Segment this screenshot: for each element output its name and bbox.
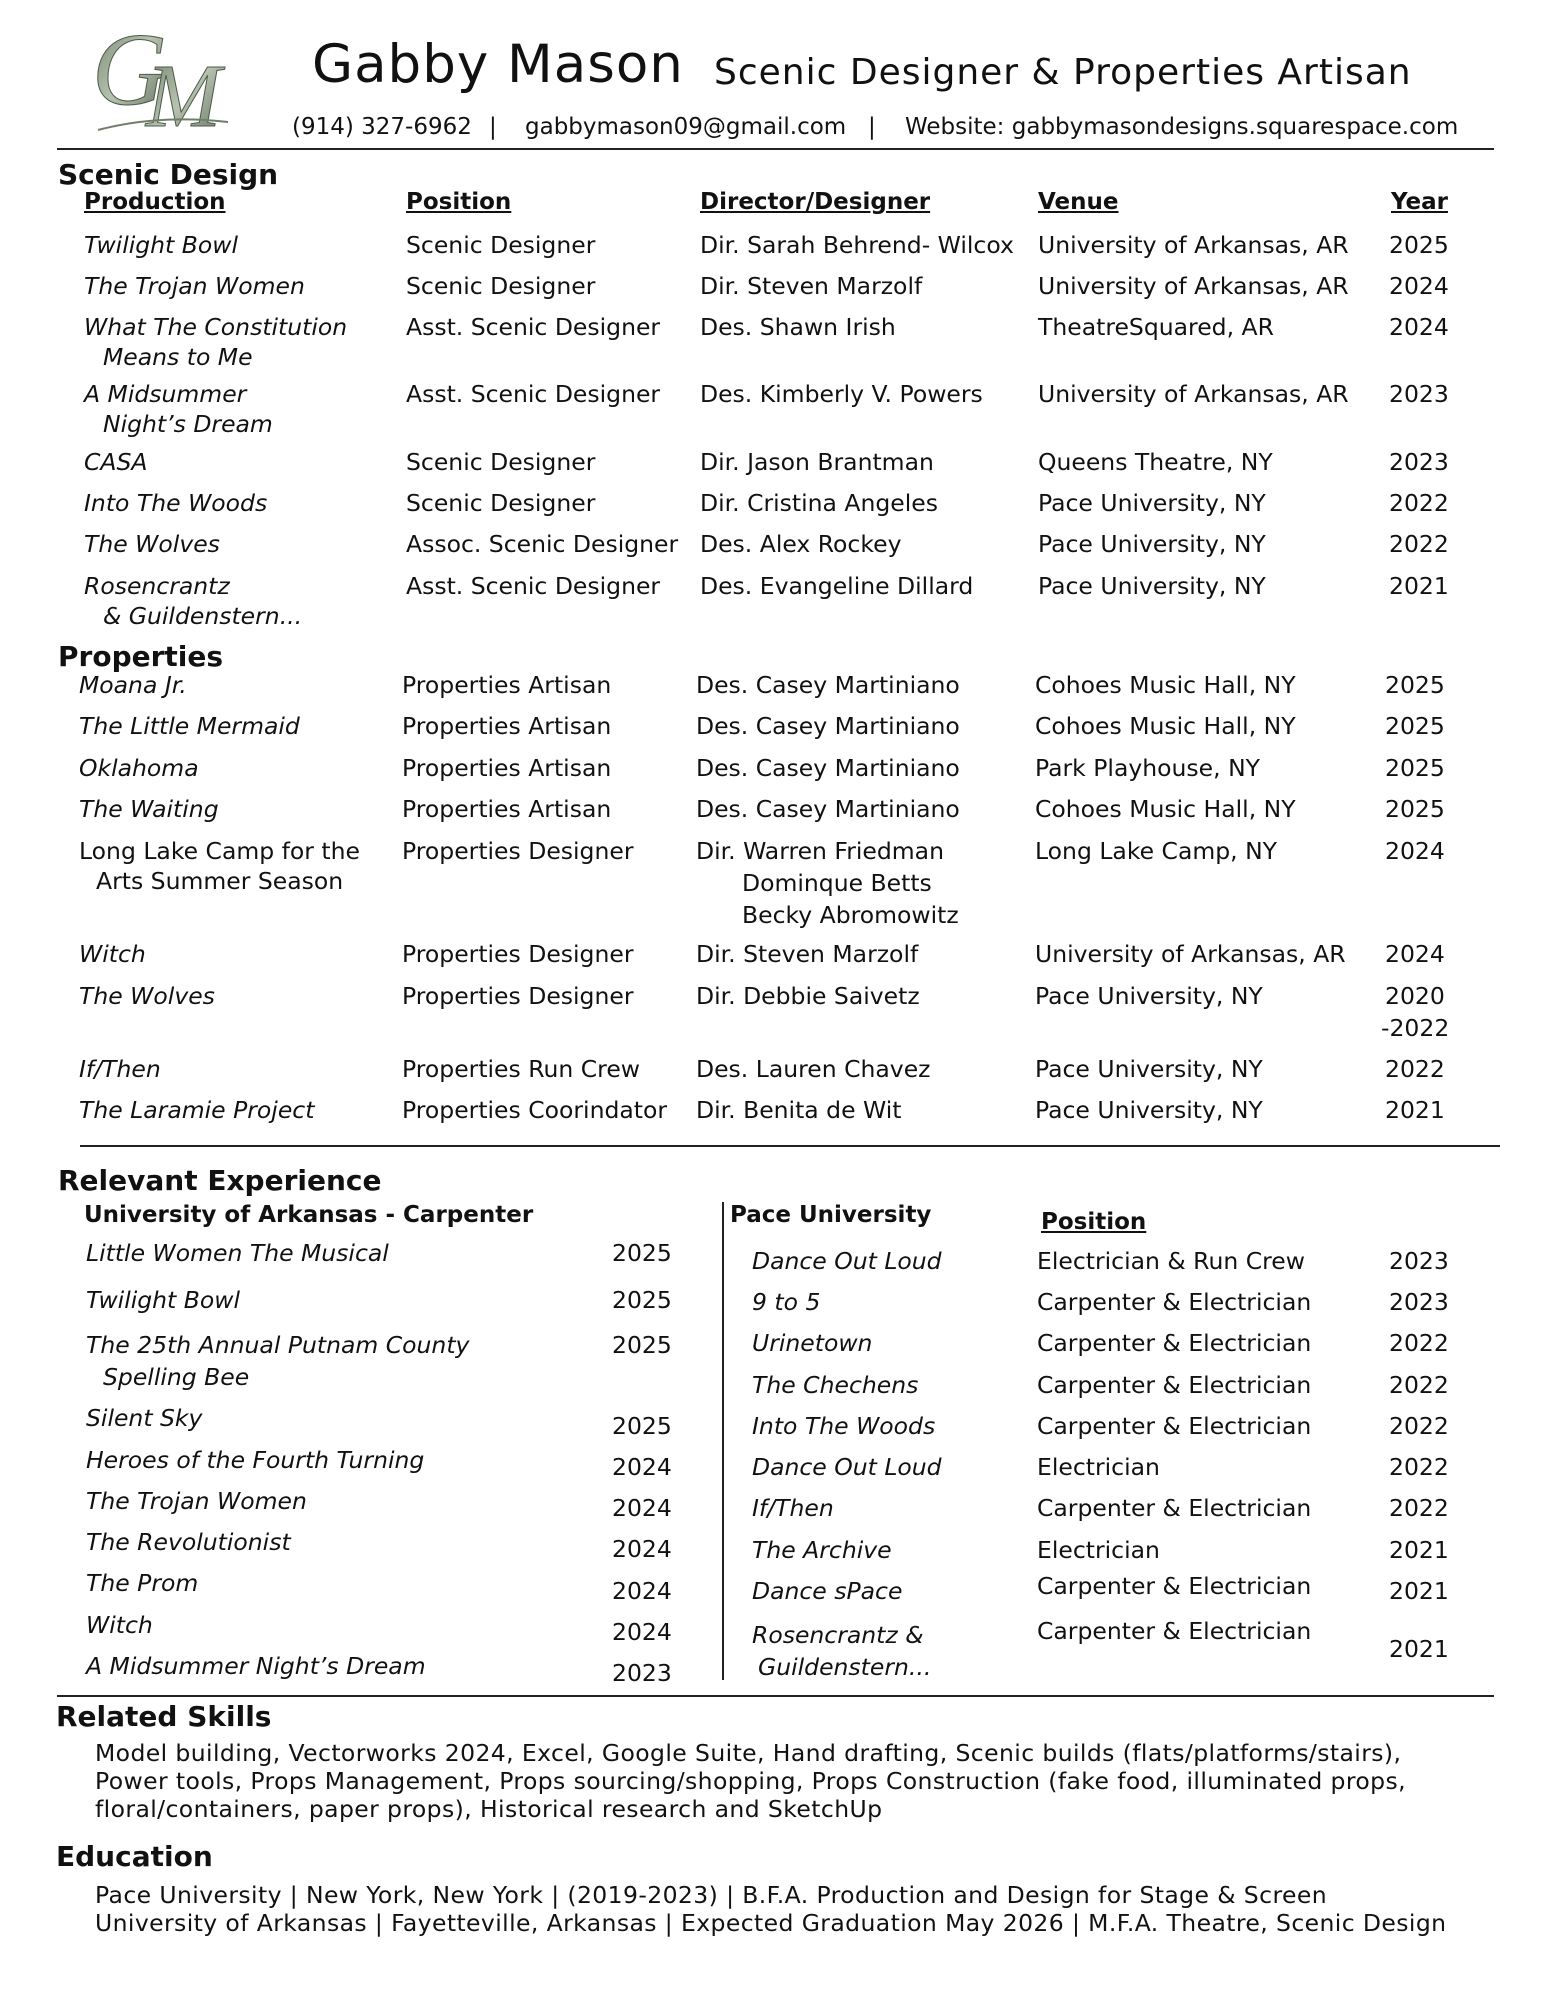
pace-show-position: Electrician & Run Crew <box>1037 1247 1305 1275</box>
education-line: Pace University | New York, New York | (2019-2023) | B.F.A. Production and Design for Stage & Screen <box>95 1881 1328 1909</box>
scenic-venue: Pace University, NY <box>1038 489 1266 517</box>
pace-show-year: 2022 <box>1389 1453 1449 1481</box>
section-heading-scenic-design: Scenic Design <box>58 158 279 191</box>
scenic-venue: University of Arkansas, AR <box>1038 272 1349 300</box>
scenic-year: 2022 <box>1389 489 1449 517</box>
properties-venue: Cohoes Music Hall, NY <box>1035 671 1296 699</box>
scenic-venue: Pace University, NY <box>1038 530 1266 558</box>
properties-venue: University of Arkansas, AR <box>1035 940 1346 968</box>
properties-production-title: Oklahoma <box>79 754 199 782</box>
pace-show-position: Carpenter & Electrician <box>1037 1288 1312 1316</box>
arkansas-show-title: Spelling Bee <box>103 1363 250 1391</box>
properties-venue: Long Lake Camp, NY <box>1035 837 1278 865</box>
scenic-production-title: Night’s Dream <box>103 410 273 438</box>
scenic-year: 2024 <box>1389 313 1449 341</box>
pace-show-title: Dance Out Loud <box>752 1247 942 1275</box>
scenic-director-designer: Des. Kimberly V. Powers <box>700 380 983 408</box>
scenic-director-designer: Des. Alex Rockey <box>700 530 902 558</box>
column-header-year: Year <box>1391 189 1449 215</box>
properties-production-title: The Laramie Project <box>79 1096 315 1124</box>
properties-divider <box>80 1145 1500 1147</box>
arkansas-show-title: The Prom <box>86 1569 199 1597</box>
scenic-director-designer: Dir. Cristina Angeles <box>700 489 938 517</box>
scenic-venue: Queens Theatre, NY <box>1038 448 1273 476</box>
arkansas-show-title: Heroes of the Fourth Turning <box>86 1446 425 1474</box>
scenic-director-designer: Dir. Steven Marzolf <box>700 272 923 300</box>
skills-line: Model building, Vectorworks 2024, Excel, Google Suite, Hand drafting, Scenic builds (flats/platforms/stairs), <box>95 1739 1402 1767</box>
experience-right-title: Pace University <box>730 1202 932 1228</box>
pace-show-title: Urinetown <box>752 1329 873 1357</box>
scenic-year: 2022 <box>1389 530 1449 558</box>
scenic-production-title: Means to Me <box>103 343 253 371</box>
properties-year: 2022 <box>1385 1055 1445 1083</box>
properties-year: -2022 <box>1381 1014 1450 1042</box>
scenic-position: Asst. Scenic Designer <box>406 313 661 341</box>
scenic-position: Scenic Designer <box>406 448 596 476</box>
properties-venue: Pace University, NY <box>1035 1096 1263 1124</box>
properties-year: 2025 <box>1385 795 1445 823</box>
arkansas-show-year: 2025 <box>612 1331 672 1359</box>
pace-show-title: 9 to 5 <box>752 1288 821 1316</box>
pace-show-position: Carpenter & Electrician <box>1037 1494 1312 1522</box>
arkansas-show-title: Little Women The Musical <box>86 1239 389 1267</box>
gm-monogram-logo <box>88 18 238 138</box>
properties-director-designer: Dir. Benita de Wit <box>696 1096 902 1124</box>
pace-show-title: Dance Out Loud <box>752 1453 942 1481</box>
scenic-production-title: What The Constitution <box>84 313 348 341</box>
scenic-production-title: Rosencrantz <box>84 572 230 600</box>
experience-column-divider <box>722 1202 724 1680</box>
skills-line: Power tools, Props Management, Props sourcing/shopping, Props Construction (fake food, illuminated props, <box>95 1767 1406 1795</box>
properties-production-title: Long Lake Camp for the <box>79 837 360 865</box>
scenic-director-designer: Dir. Sarah Behrend- Wilcox <box>700 231 1014 259</box>
pace-show-year: 2023 <box>1389 1247 1449 1275</box>
properties-year: 2024 <box>1385 940 1445 968</box>
arkansas-show-title: The Revolutionist <box>86 1528 291 1556</box>
arkansas-show-title: A Midsummer Night’s Dream <box>86 1652 426 1680</box>
arkansas-show-title: The Trojan Women <box>86 1487 307 1515</box>
experience-left-title: University of Arkansas - Carpenter <box>84 1202 534 1228</box>
scenic-production-title: Twilight Bowl <box>84 231 238 259</box>
properties-production-title: If/Then <box>79 1055 161 1083</box>
arkansas-show-title: Witch <box>86 1611 153 1639</box>
properties-director-designer: Dir. Steven Marzolf <box>696 940 919 968</box>
column-header-position: Position <box>406 189 512 215</box>
scenic-venue: University of Arkansas, AR <box>1038 231 1349 259</box>
scenic-position: Assoc. Scenic Designer <box>406 530 679 558</box>
pace-show-year: 2022 <box>1389 1494 1449 1522</box>
phone-number: (914) 327-6962 <box>292 114 472 140</box>
properties-position: Properties Artisan <box>402 671 612 699</box>
pace-show-title: The Chechens <box>752 1371 919 1399</box>
pace-show-year: 2021 <box>1389 1635 1449 1663</box>
pace-show-title: If/Then <box>752 1494 834 1522</box>
pace-show-position: Carpenter & Electrician <box>1037 1329 1312 1357</box>
properties-production-title: Arts Summer Season <box>96 867 344 895</box>
arkansas-show-year: 2024 <box>612 1535 672 1563</box>
arkansas-show-year: 2024 <box>612 1494 672 1522</box>
scenic-production-title: & Guildenstern... <box>103 602 303 630</box>
contact-separator: | <box>489 114 497 140</box>
properties-production-title: The Wolves <box>79 982 215 1010</box>
scenic-position: Scenic Designer <box>406 272 596 300</box>
scenic-position: Scenic Designer <box>406 231 596 259</box>
properties-position: Properties Artisan <box>402 712 612 740</box>
arkansas-show-title: Silent Sky <box>86 1404 203 1432</box>
pace-show-year: 2022 <box>1389 1412 1449 1440</box>
properties-position: Properties Run Crew <box>402 1055 640 1083</box>
education-line: University of Arkansas | Fayetteville, Arkansas | Expected Graduation May 2026 | M.F.A. Theatre, Scenic Design <box>95 1909 1447 1937</box>
properties-position: Properties Coorindator <box>402 1096 668 1124</box>
pace-show-position: Electrician <box>1037 1453 1160 1481</box>
arkansas-show-title: The 25th Annual Putnam County <box>86 1331 470 1359</box>
pace-show-position: Carpenter & Electrician <box>1037 1572 1312 1600</box>
arkansas-show-year: 2023 <box>612 1659 672 1687</box>
scenic-position: Asst. Scenic Designer <box>406 572 661 600</box>
scenic-venue: Pace University, NY <box>1038 572 1266 600</box>
properties-venue: Pace University, NY <box>1035 982 1263 1010</box>
scenic-production-title: Into The Woods <box>84 489 268 517</box>
section-heading-properties: Properties <box>58 640 224 673</box>
section-heading-related-skills: Related Skills <box>56 1700 272 1733</box>
skills-line: floral/containers, paper props), Historical research and SketchUp <box>95 1795 883 1823</box>
contact-separator: | <box>868 114 876 140</box>
arkansas-show-year: 2024 <box>612 1453 672 1481</box>
pace-show-title: Into The Woods <box>752 1412 936 1440</box>
scenic-production-title: The Wolves <box>84 530 220 558</box>
properties-position: Properties Artisan <box>402 754 612 782</box>
pace-show-year: 2022 <box>1389 1371 1449 1399</box>
properties-year: 2020 <box>1385 982 1445 1010</box>
scenic-production-title: A Midsummer <box>84 380 247 408</box>
scenic-year: 2023 <box>1389 380 1449 408</box>
properties-production-title: The Little Mermaid <box>79 712 300 740</box>
properties-position: Properties Designer <box>402 837 634 865</box>
scenic-venue: TheatreSquared, AR <box>1038 313 1274 341</box>
scenic-year: 2021 <box>1389 572 1449 600</box>
properties-venue: Cohoes Music Hall, NY <box>1035 712 1296 740</box>
pace-show-position: Electrician <box>1037 1536 1160 1564</box>
scenic-director-designer: Des. Shawn Irish <box>700 313 896 341</box>
properties-venue: Park Playhouse, NY <box>1035 754 1261 782</box>
properties-year: 2024 <box>1385 837 1445 865</box>
scenic-position: Asst. Scenic Designer <box>406 380 661 408</box>
properties-production-title: Witch <box>79 940 146 968</box>
pace-show-position: Carpenter & Electrician <box>1037 1412 1312 1440</box>
section-heading-relevant-experience: Relevant Experience <box>58 1164 382 1197</box>
properties-venue: Pace University, NY <box>1035 1055 1263 1083</box>
scenic-year: 2025 <box>1389 231 1449 259</box>
properties-director-designer: Becky Abromowitz <box>742 901 959 929</box>
arkansas-show-year: 2025 <box>612 1412 672 1440</box>
arkansas-show-year: 2025 <box>612 1239 672 1267</box>
arkansas-show-year: 2024 <box>612 1577 672 1605</box>
email-link[interactable]: gabbymason09@gmail.com <box>525 114 847 140</box>
experience-divider <box>57 1695 1494 1697</box>
scenic-production-title: The Trojan Women <box>84 272 305 300</box>
properties-director-designer: Des. Lauren Chavez <box>696 1055 931 1083</box>
properties-production-title: Moana Jr. <box>79 671 187 699</box>
properties-position: Properties Designer <box>402 982 634 1010</box>
column-header-venue: Venue <box>1038 189 1119 215</box>
scenic-year: 2024 <box>1389 272 1449 300</box>
svg-text:M: M <box>146 47 221 138</box>
properties-year: 2025 <box>1385 712 1445 740</box>
pace-show-year: 2021 <box>1389 1536 1449 1564</box>
column-header-production: Production <box>84 189 226 215</box>
pace-show-position: Carpenter & Electrician <box>1037 1617 1312 1645</box>
column-header-director-designer: Director/Designer <box>700 189 931 215</box>
section-heading-education: Education <box>56 1840 213 1873</box>
scenic-production-title: CASA <box>84 448 148 476</box>
properties-year: 2021 <box>1385 1096 1445 1124</box>
pace-show-title: Rosencrantz & <box>752 1621 924 1649</box>
website-link[interactable]: Website: gabbymasondesigns.squarespace.com <box>905 114 1459 140</box>
experience-position-header: Position <box>1041 1209 1147 1235</box>
properties-director-designer: Des. Casey Martiniano <box>696 712 960 740</box>
properties-director-designer: Des. Casey Martiniano <box>696 754 960 782</box>
properties-director-designer: Dir. Warren Friedman <box>696 837 944 865</box>
properties-venue: Cohoes Music Hall, NY <box>1035 795 1296 823</box>
scenic-director-designer: Des. Evangeline Dillard <box>700 572 974 600</box>
pace-show-position: Carpenter & Electrician <box>1037 1371 1312 1399</box>
properties-position: Properties Artisan <box>402 795 612 823</box>
properties-director-designer: Des. Casey Martiniano <box>696 671 960 699</box>
properties-director-designer: Des. Casey Martiniano <box>696 795 960 823</box>
properties-director-designer: Dominque Betts <box>742 869 932 897</box>
properties-production-title: The Waiting <box>79 795 219 823</box>
pace-show-year: 2022 <box>1389 1329 1449 1357</box>
candidate-title: Scenic Designer & Properties Artisan <box>714 52 1412 93</box>
arkansas-show-title: Twilight Bowl <box>86 1286 240 1314</box>
properties-position: Properties Designer <box>402 940 634 968</box>
scenic-year: 2023 <box>1389 448 1449 476</box>
pace-show-title: Dance sPace <box>752 1577 903 1605</box>
header-divider <box>57 148 1494 150</box>
scenic-director-designer: Dir. Jason Brantman <box>700 448 934 476</box>
svg-text:G: G <box>92 18 168 127</box>
pace-show-year: 2021 <box>1389 1577 1449 1605</box>
pace-show-year: 2023 <box>1389 1288 1449 1316</box>
arkansas-show-year: 2024 <box>612 1618 672 1646</box>
candidate-name: Gabby Mason <box>312 34 684 95</box>
scenic-venue: University of Arkansas, AR <box>1038 380 1349 408</box>
scenic-position: Scenic Designer <box>406 489 596 517</box>
pace-show-title: The Archive <box>752 1536 892 1564</box>
arkansas-show-year: 2025 <box>612 1286 672 1314</box>
properties-director-designer: Dir. Debbie Saivetz <box>696 982 920 1010</box>
properties-year: 2025 <box>1385 754 1445 782</box>
properties-year: 2025 <box>1385 671 1445 699</box>
pace-show-title: Guildenstern... <box>758 1653 932 1681</box>
